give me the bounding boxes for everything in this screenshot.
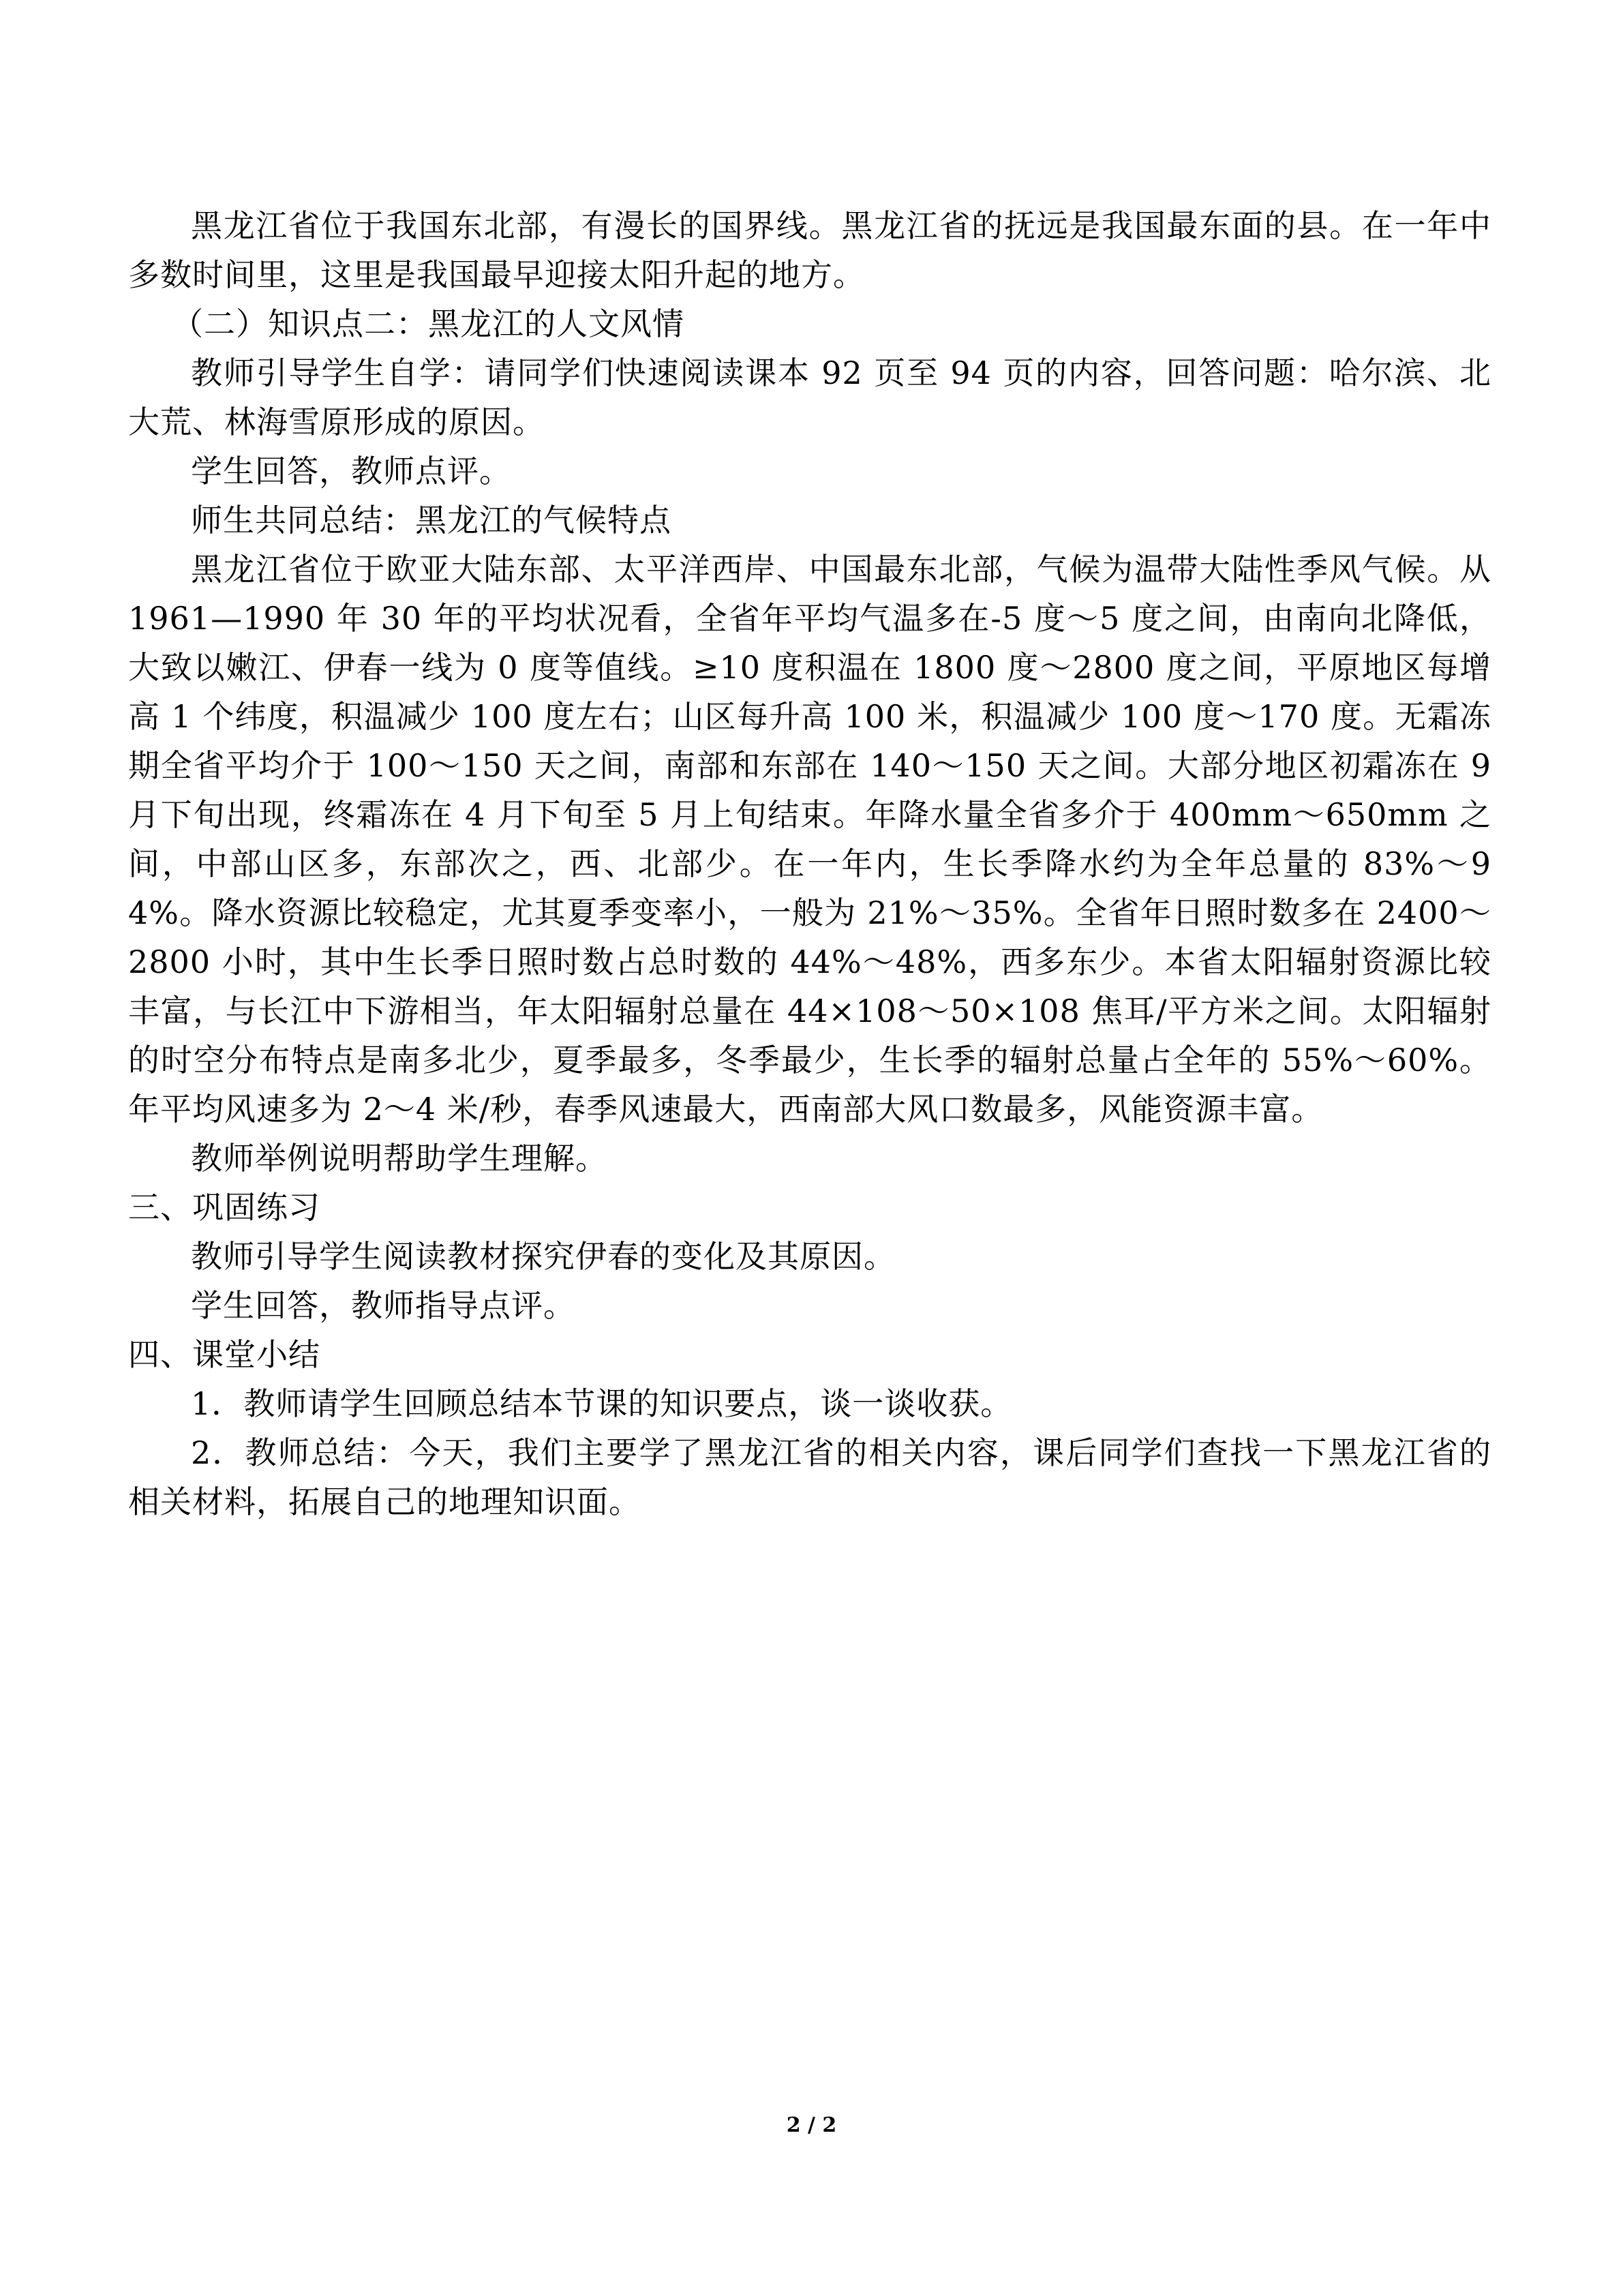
paragraph-student-answer: 学生回答，教师点评。	[191, 453, 511, 489]
page-number: 2 / 2	[786, 2113, 837, 2137]
paragraph-heilongjiang-location: 黑龙江省位于我国东北部，有漫长的国界线。黑龙江省的抚远是我国最东面的县。在一年中多数时间里，这里是我国最早迎接太阳升起的地方。	[128, 207, 1491, 293]
list-item-summary-1: 1．教师请学生回顾总结本节课的知识要点，谈一谈收获。	[191, 1385, 1013, 1422]
paragraph-yichun-exploration: 教师引导学生阅读教材探究伊春的变化及其原因。	[191, 1238, 896, 1275]
section-heading-class-summary: 四、课堂小结	[128, 1336, 320, 1373]
paragraph-summary-climate: 师生共同总结：黑龙江的气候特点	[191, 502, 671, 539]
paragraph-teacher-example: 教师举例说明帮助学生理解。	[191, 1140, 607, 1177]
paragraph-climate-details: 黑龙江省位于欧亚大陆东部、太平洋西岸、中国最东北部，气候为温带大陆性季风气候。从 1961—1990 年 30 年的平均状况看，全省年平均气温多在-5 度～5 度之间，由南向北降低，大致以嫩江、伊春一线为 0 度等值线。≥10 度积温在 1800 度～2800 度之间，平原地区每增高 1 个纬度，积温减少 100 度左右；山区每升高 100 米，积温减少 100 度～170 度。无霜冻期全省平均介于 100～150 天之间，南部和东部在 140～150 天之间。大部分地区初霜冻在 9 月下旬出现，终霜冻在 4 月下旬至 5 月上旬结束。年降水量全省多介于 400mm～650mm 之间，中部山区多，东部次之，西、北部少。在一年内，生长季降水约为全年总量的 83%～94%。降水资源比较稳定，尤其夏季变率小，一般为 21%～35%。全省年日照时数多在 2400～2800 小时，其中生长季日照时数占总时数的 44%～48%，西多东少。本省太阳辐射资源比较丰富，与长江中下游相当，年太阳辐射总量在 44×108～50×108 焦耳/平方米之间。太阳辐射的时空分布特点是南多北少，夏季最多，冬季最少，生长季的辐射总量占全年的 55%～60%。年平均风速多为 2～4 米/秒，春季风速最大，西南部大风口数最多，风能资源丰富。	[128, 551, 1491, 1128]
paragraph-student-answer-review: 学生回答，教师指导点评。	[191, 1287, 575, 1324]
list-item-summary-2: 2．教师总结：今天，我们主要学了黑龙江省的相关内容，课后同学们查找一下黑龙江省的相关材料，拓展自己的地理知识面。	[128, 1434, 1491, 1520]
paragraph-teacher-guide-self-study: 教师引导学生自学：请同学们快速阅读课本 92 页至 94 页的内容，回答问题：哈尔滨、北大荒、林海雪原形成的原因。	[128, 354, 1491, 440]
section-heading-consolidation: 三、巩固练习	[128, 1189, 320, 1226]
document-body	[128, 201, 1491, 1526]
section-heading-knowledge-point-two: （二）知识点二：黑龙江的人文风情	[172, 305, 684, 342]
